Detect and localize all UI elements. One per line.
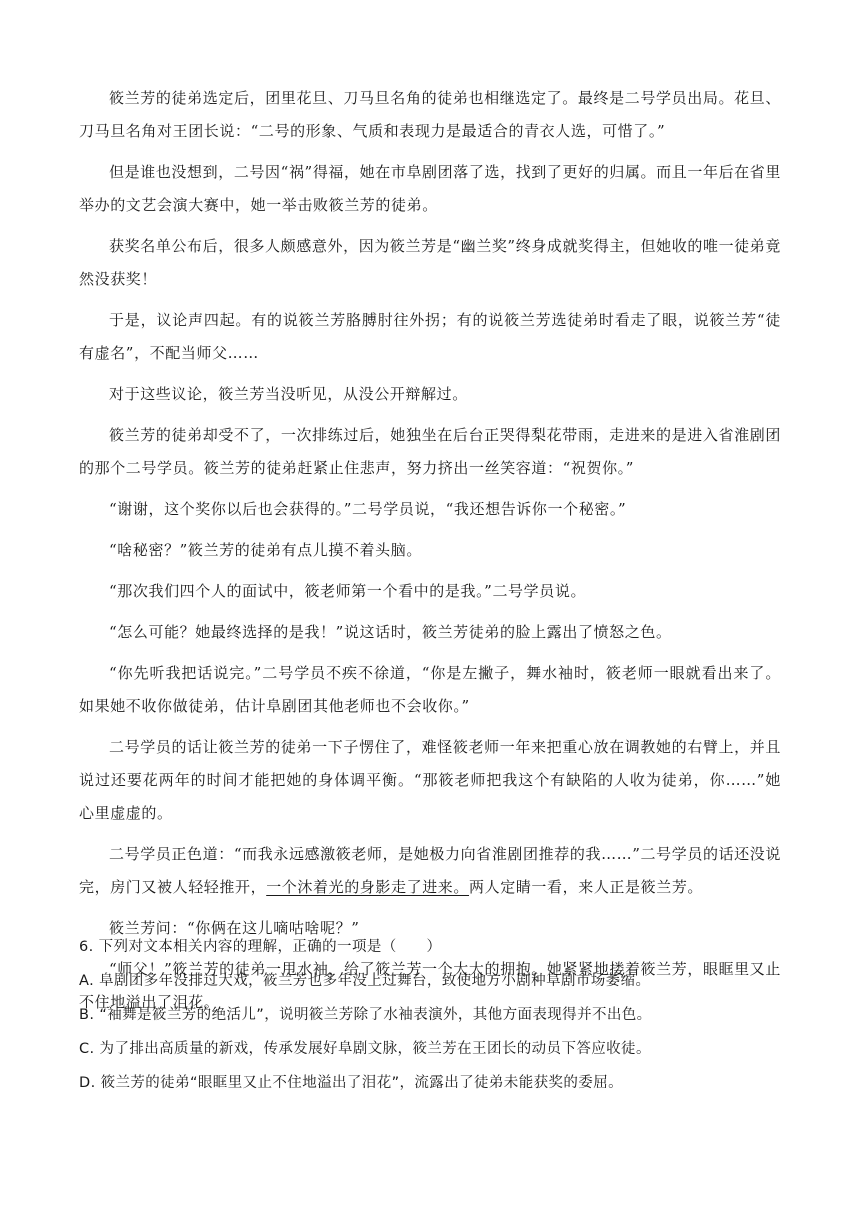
option-b: B. “袖舞是筱兰芳的绝活儿”，说明筱兰芳除了水袖表演外，其他方面表现得并不出色。 — [79, 1007, 652, 1023]
paragraph-12: 二号学员的话让筱兰芳的徒弟一下子愣住了，难怪筱老师一年来把重心放在调教她的右臂上，并且说过还要花两年的时间才能把她的身体调平衡。“那筱老师把我这个有缺陷的人收为徒弟，你……”她心里虚虚的。 — [79, 738, 781, 822]
paragraph-15: “师父！”筱兰芳的徒弟一甩水袖，给了筱兰芳一个大大的拥抱。她紧紧地搂着筱兰芳，眼眶里又止不住地溢出了泪花。 — [79, 960, 781, 1011]
paragraph-8: “啥秘密？”筱兰芳的徒弟有点儿摸不着头脑。 — [109, 541, 422, 559]
paragraph-7: “谢谢，这个奖你以后也会获得的。”二号学员说，“我还想告诉你一个秘密。” — [109, 500, 627, 518]
paragraph-13-text-b: 两人定睛一看，来人正是筱兰芳。 — [469, 878, 704, 896]
paragraph-13 — [79, 838, 781, 904]
option-d: D. 筱兰芳的徒弟“眼眶里又止不住地溢出了泪花”，流露出了徒弟未能获奖的委屈。 — [79, 1075, 624, 1091]
paragraph-10: “怎么可能？她最终选择的是我！”说这话时，筱兰芳徒弟的脸上露出了愤怒之色。 — [109, 623, 672, 641]
paragraph-5: 对于这些议论，筱兰芳当没听见，从没公开辩解过。 — [109, 385, 468, 403]
option-c: C. 为了排出高质量的新戏，传承发展好阜剧文脉，筱兰芳在王团长的动员下答应收徒。 — [79, 1041, 651, 1057]
paragraph-6: 筱兰芳的徒弟却受不了，一次排练过后，她独坐在后台正哭得梨花带雨，走进来的是进入省淮剧团的那个二号学员。筱兰芳的徒弟赶紧止住悲声，努力挤出一丝笑容道：“祝贺你。” — [79, 426, 781, 477]
question-stem: 6. 下列对文本相关内容的理解，正确的一项是（ ） — [79, 939, 442, 955]
paragraph-9: “那次我们四个人的面试中，筱老师第一个看中的是我。”二号学员说。 — [109, 582, 587, 600]
paragraph-1: 筱兰芳的徒弟选定后，团里花旦、刀马旦名角的徒弟也相继选定了。最终是二号学员出局。花旦、刀马旦名角对王团长说：“二号的形象、气质和表现力是最适合的青衣人选，可惜了。” — [79, 89, 781, 140]
paragraph-14: 筱兰芳问：“你俩在这儿嘀咕啥呢？” — [109, 919, 360, 937]
paragraph-3: 获奖名单公布后，很多人颇感意外，因为筱兰芳是“幽兰奖”终身成就奖得主，但她收的唯一徒弟竟然没获奖！ — [79, 237, 781, 288]
paragraph-2: 但是谁也没想到，二号因“祸”得福，她在市阜剧团落了选，找到了更好的归属。而且一年后在省里举办的文艺会演大赛中，她一举击败筱兰芳的徒弟。 — [79, 163, 781, 214]
paragraph-13-text-a: 二号学员正色道：“而我永远感激筱老师，是她极力向省淮剧团推荐的我……”二号学员的话还没说完，房门又被人轻轻推开， — [79, 845, 781, 896]
question-6 — [79, 930, 781, 1100]
paragraph-4: 于是，议论声四起。有的说筱兰芳胳膊肘往外拐；有的说筱兰芳选徒弟时看走了眼，说筱兰芳“徒有虚名”，不配当师父…… — [79, 311, 781, 362]
reading-passage — [79, 82, 781, 1027]
option-a: A. 阜剧团多年没排过大戏，筱兰芳也多年没上过舞台，致使地方小剧种阜剧市场萎缩。 — [79, 973, 651, 989]
underlined-sentence: 一个沐着光的身影走了进来。 — [266, 878, 470, 896]
paragraph-11: “你先听我把话说完。”二号学员不疾不徐道，“你是左撇子，舞水袖时，筱老师一眼就看出来了。如果她不收你做徒弟，估计阜剧团其他老师也不会收你。” — [79, 664, 781, 715]
